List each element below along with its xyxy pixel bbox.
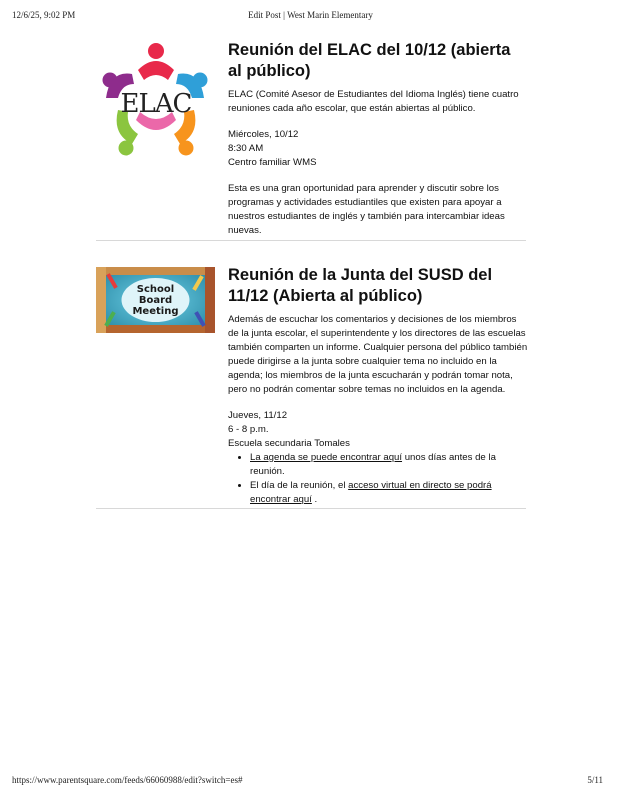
post-elac-description: Esta es una gran oportunidad para aprender y discutir sobre los programas y actividades estudiantiles que existen para apoyar a nuestros estudiantes de inglés y también para intercambiar ideas nuevas. [228, 183, 505, 236]
list-item [250, 451, 528, 479]
image-text-meeting: Meeting [132, 306, 179, 317]
school-board-image [96, 267, 215, 333]
post-elac-time: 8:30 AM [228, 143, 264, 154]
print-datetime: 12/6/25, 9:02 PM [12, 10, 76, 20]
post-divider [96, 508, 526, 509]
elac-logo-icon [96, 40, 215, 158]
image-text-school: School [136, 284, 175, 295]
post-board-title: Reunión de la Junta del SUSD del 11/12 (Abierta al público) [228, 266, 493, 305]
post-board-links-list [228, 451, 528, 507]
list-item [250, 479, 528, 507]
virtual-access-suffix: . [311, 494, 318, 505]
print-url: https://www.parentsquare.com/feeds/66060988/edit?switch=es# [12, 775, 243, 785]
agenda-link[interactable]: La agenda se puede encontrar aquí [250, 452, 403, 463]
post-divider [96, 240, 526, 241]
post-elac-intro: ELAC (Comité Asesor de Estudiantes del Idioma Inglés) tiene cuatro reuniones cada año escolar, que están abiertas al público. [228, 89, 519, 114]
post-board-body [228, 265, 528, 507]
elac-logo-text: ELAC [120, 89, 192, 119]
print-page-count: 5/11 [587, 775, 603, 785]
agenda-link-suffix: unos días antes de la reunión. [250, 452, 496, 477]
school-board-meeting-image [96, 267, 215, 333]
post-board-time: 6 - 8 p.m. [228, 424, 269, 435]
post-elac-location: Centro familiar WMS [228, 157, 317, 168]
image-text-board: Board [138, 295, 173, 306]
post-elac-body [228, 40, 528, 250]
elac-logo [96, 40, 215, 158]
post-elac-date: Miércoles, 10/12 [228, 129, 299, 140]
post-board-description: Además de escuchar los comentarios y decisiones de los miembros de la junta escolar, el superintendente y los directores de las escuelas también comparten un informe. Cualquier persona del público también puede dirigirse a la junta sobre cualquier tema no incluido en la agenda; los miembros de la junta escucharán y podrán tomar nota, pero no podrán comentar sobre temas no incluidos en la agenda. [228, 314, 528, 395]
post-board-date: Jueves, 11/12 [228, 410, 288, 421]
post-elac-title: Reunión del ELAC del 10/12 (abierta al público) [228, 41, 511, 80]
print-page-title: Edit Post | West Marin Elementary [248, 10, 373, 20]
virtual-access-link[interactable]: acceso virtual en directo se podrá encontrar aquí [250, 480, 492, 505]
post-board-location: Escuela secundaria Tomales [228, 438, 350, 449]
virtual-access-prefix: El día de la reunión, el [250, 480, 349, 491]
